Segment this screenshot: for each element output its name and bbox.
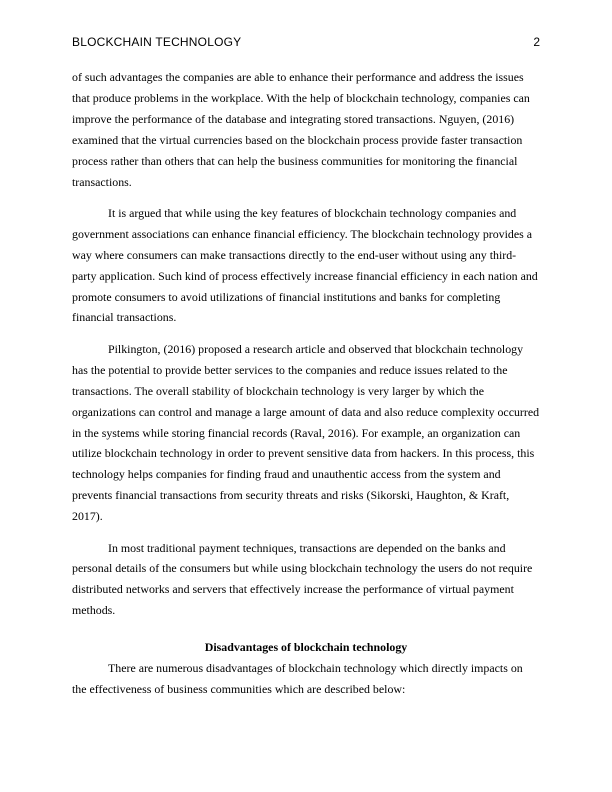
running-head-title: BLOCKCHAIN TECHNOLOGY — [72, 35, 242, 49]
paragraph-continuation: of such advantages the companies are able to enhance their performance and address the issues that produce problems in the workplace. With the help of blockchain technology, companies can improve the performance of the database and integrating stored transactions. Nguyen, (2016) examined that the virtual currencies based on the blockchain process provide faster transaction process rather than others that can help the business communities for monitoring the financial transactions. — [72, 70, 530, 189]
page-number: 2 — [533, 35, 540, 49]
paragraph-financial-efficiency: It is argued that while using the key features of blockchain technology companies and government associations can enhance financial efficiency. The blockchain technology provides a way where consumers can make transactions directly to the end-user without using any third-party application. Such kind of process effectively increase financial efficiency in each nation and promote consumers to avoid utilizations of financial institutions and banks for completing financial transactions. — [72, 205, 538, 325]
paragraph-pilkington: Pilkington, (2016) proposed a research article and observed that blockchain technology has the potential to provide better services to the companies and reduce issues related to the transactions. The overall stability of blockchain technology is very larger by which the organizations can control and manage a large amount of data and also reduce complexity occurred in the systems while storing financial records (Raval, 2016). For example, an organization can utilize blockchain technology in order to prevent sensitive data from hackers. In this process, this technology helps companies for finding fraud and unauthentic access from the system and prevents financial transactions from security threats and risks (Sikorski, Haughton, & Kraft, 2017). — [72, 341, 540, 524]
paragraph-traditional-payments: In most traditional payment techniques, transactions are depended on the banks and personal details of the consumers but while using blockchain technology the users do not require distributed networks and servers that effectively increase the performance of virtual payment methods. — [72, 540, 533, 618]
document-body — [72, 67, 540, 710]
paragraph-disadvantages-intro: There are numerous disadvantages of blockchain technology which directly impacts on the effectiveness of business communities which are described below: — [72, 661, 523, 696]
section-heading-disadvantages: Disadvantages of blockchain technology — [204, 640, 408, 655]
